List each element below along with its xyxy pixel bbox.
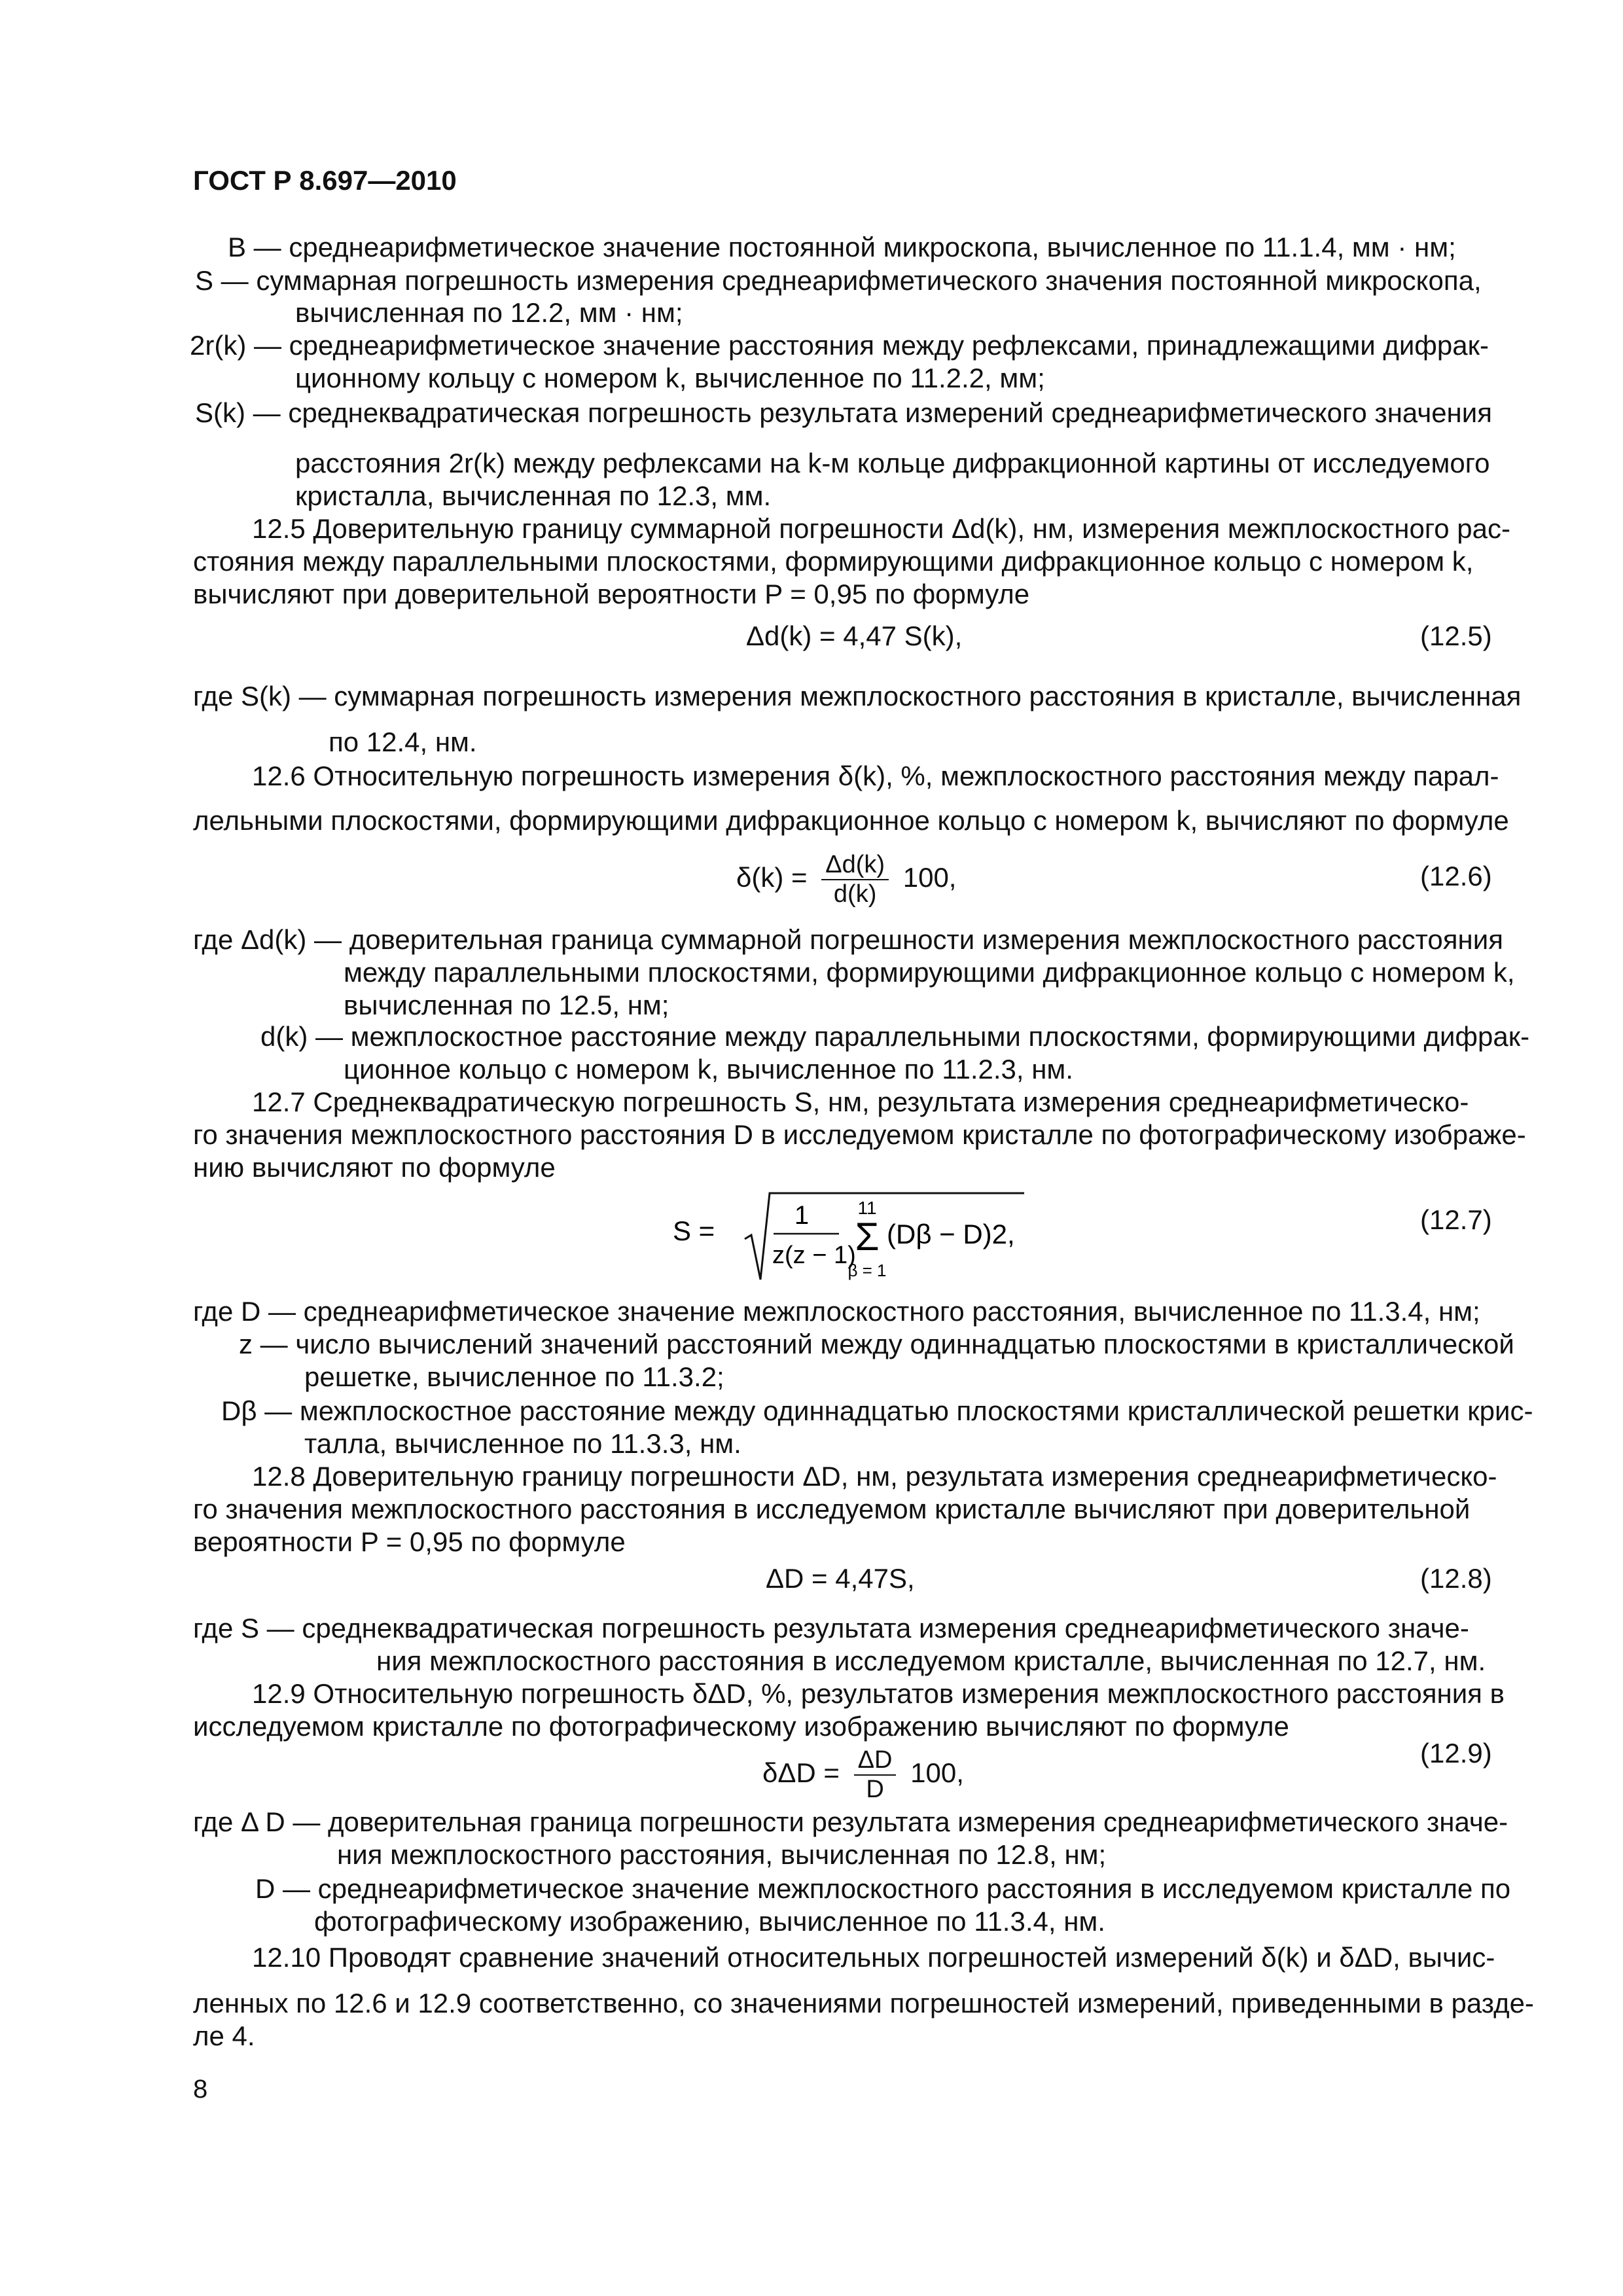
text-line: стояния между параллельными плоскостями, формирующими дифракционное кольцо с номером k, xyxy=(193,546,1474,577)
document-header: ГОСТ Р 8.697—2010 xyxy=(193,165,457,196)
text-line: вычисленная по 12.2, мм · нм; xyxy=(295,297,683,328)
eq-lhs: S = xyxy=(673,1215,715,1246)
equation-number: (12.8) xyxy=(1420,1563,1492,1594)
text-line: 12.8 Доверительную границу погрешности ΔD, нм, результата измерения среднеарифметическо- xyxy=(252,1461,1497,1492)
text-line: B — среднеарифметическое значение постоянной микроскопа, вычисленное по 11.1.4, мм · нм; xyxy=(228,232,1456,262)
eq-body: (Dβ − D)2, xyxy=(887,1219,1015,1249)
text-line: ле 4. xyxy=(193,2020,255,2051)
text-line: где S — среднеквадратическая погрешность результата измерения среднеарифметического значе- xyxy=(193,1613,1469,1643)
equation-12-9 xyxy=(762,1746,964,1804)
text-line: ния межплоскостного расстояния, вычисленная по 12.8, нм; xyxy=(337,1839,1107,1870)
equation-number: (12.5) xyxy=(1420,620,1492,651)
equation-number: (12.9) xyxy=(1420,1738,1492,1768)
eq-denominator: D xyxy=(866,1776,884,1803)
text-line: вычисляют при доверительной вероятности P = 0,95 по формуле xyxy=(193,579,1030,609)
text-line: 12.10 Проводят сравнение значений относительных погрешностей измерений δ(k) и δΔD, вычис- xyxy=(252,1942,1495,1973)
text-line: вычисленная по 12.5, нм; xyxy=(344,990,669,1020)
equation-12-5: Δd(k) = 4,47 S(k), xyxy=(746,620,963,651)
text-line: 12.6 Относительную погрешность измерения δ(k), %, межплоскостного расстояния между парал- xyxy=(252,761,1499,791)
text-line: где D — среднеарифметическое значение межплоскостного расстояния, вычисленное по 11.3.4, нм; xyxy=(193,1296,1480,1327)
equation-number: (12.6) xyxy=(1420,861,1492,891)
text-line: 12.5 Доверительную границу суммарной погрешности Δd(k), нм, измерения межплоскостного рас- xyxy=(252,513,1510,544)
equation-12-6 xyxy=(736,851,956,908)
sum-sign: Σ xyxy=(855,1215,880,1259)
text-line: фотографическому изображению, вычисленное по 11.3.4, нм. xyxy=(314,1906,1105,1937)
text-line: Dβ — межплоскостное расстояние между одиннадцатью плоскостями кристаллической решетки крис- xyxy=(221,1395,1533,1426)
text-line: ционное кольцо с номером k, вычисленное по 11.2.3, нм. xyxy=(344,1054,1073,1085)
eq-den: z(z − 1) xyxy=(772,1242,856,1269)
text-line: 2r(k) — среднеарифметическое значение расстояния между рефлексами, принадлежащими дифрак- xyxy=(190,330,1489,361)
text-line: S — суммарная погрешность измерения среднеарифметического значения постоянной микроскопа, xyxy=(195,265,1482,296)
text-line: талла, вычисленное по 11.3.3, нм. xyxy=(304,1428,741,1459)
text-line: D — среднеарифметическое значение межплоскостного расстояния в исследуемом кристалле по xyxy=(255,1873,1511,1904)
eq-fraction xyxy=(821,851,889,908)
text-line: лельными плоскостями, формирующими дифракционное кольцо с номером k, вычисляют по формуле xyxy=(193,805,1509,836)
eq-lhs: δ(k) = xyxy=(736,862,808,893)
text-line: где Δ D — доверительная граница погрешности результата измерения среднеарифметического значе- xyxy=(193,1806,1508,1837)
equation-12-7 xyxy=(668,1188,1034,1286)
text-line: где S(k) — суммарная погрешность измерения межплоскостного расстояния в кристалле, вычисленная xyxy=(193,681,1522,711)
eq-fraction xyxy=(854,1746,897,1804)
text-line: 12.9 Относительную погрешность δΔD, %, результатов измерения межплоскостного расстояния в xyxy=(252,1678,1505,1709)
text-line: расстояния 2r(k) между рефлексами на k-м кольце дифракционной картины от исследуемого xyxy=(295,448,1490,478)
text-line: ционному кольцу с номером k, вычисленное по 11.2.2, мм; xyxy=(295,363,1045,393)
text-line: z — число вычислений значений расстояний между одиннадцатью плоскостями в кристаллической xyxy=(239,1329,1514,1359)
text-line: d(k) — межплоскостное расстояние между параллельными плоскостями, формирующими дифрак- xyxy=(260,1021,1530,1052)
equation-12-8: ΔD = 4,47S, xyxy=(766,1563,915,1594)
text-line: 12.7 Среднеквадратическую погрешность S, нм, результата измерения среднеарифметическо- xyxy=(252,1086,1469,1117)
text-line: ния межплоскостного расстояния в исследуемом кристалле, вычисленная по 12.7, нм. xyxy=(376,1645,1486,1676)
text-line: решетке, вычисленное по 11.3.2; xyxy=(304,1361,724,1392)
text-line: го значения межплоскостного расстояния D в исследуемом кристалле по фотографическому изображе- xyxy=(193,1119,1526,1150)
text-line: между параллельными плоскостями, формирующими дифракционное кольцо с номером k, xyxy=(344,957,1515,988)
eq-lhs: δΔD = xyxy=(762,1757,840,1789)
sum-top: 11 xyxy=(857,1198,877,1218)
text-line: нию вычисляют по формуле xyxy=(193,1152,556,1183)
eq-numerator: ΔD xyxy=(854,1746,897,1776)
text-line: по 12.4, нм. xyxy=(329,726,477,757)
text-line: кристалла, вычисленная по 12.3, мм. xyxy=(295,480,772,511)
page-number: 8 xyxy=(193,2075,208,2104)
eq-denominator: d(k) xyxy=(833,880,877,908)
sum-bottom: β = 1 xyxy=(847,1261,887,1280)
equation-number: (12.7) xyxy=(1420,1204,1492,1235)
text-line: ленных по 12.6 и 12.9 соответственно, со значениями погрешностей измерений, приведенными в разде- xyxy=(193,1988,1534,2018)
text-line: исследуемом кристалле по фотографическому изображению вычисляют по формуле xyxy=(193,1711,1289,1742)
eq-tail: 100, xyxy=(910,1757,964,1789)
eq-one: 1 xyxy=(794,1201,810,1230)
eq-tail: 100, xyxy=(902,862,957,893)
eq-numerator: Δd(k) xyxy=(821,851,889,880)
text-line: где Δd(k) — доверительная граница суммарной погрешности измерения межплоскостного расстояния xyxy=(193,924,1503,955)
text-line: го значения межплоскостного расстояния в исследуемом кристалле вычисляют при доверительной xyxy=(193,1494,1471,1524)
text-line: S(k) — среднеквадратическая погрешность результата измерений среднеарифметического значения xyxy=(195,397,1492,428)
text-line: вероятности P = 0,95 по формуле xyxy=(193,1526,626,1557)
